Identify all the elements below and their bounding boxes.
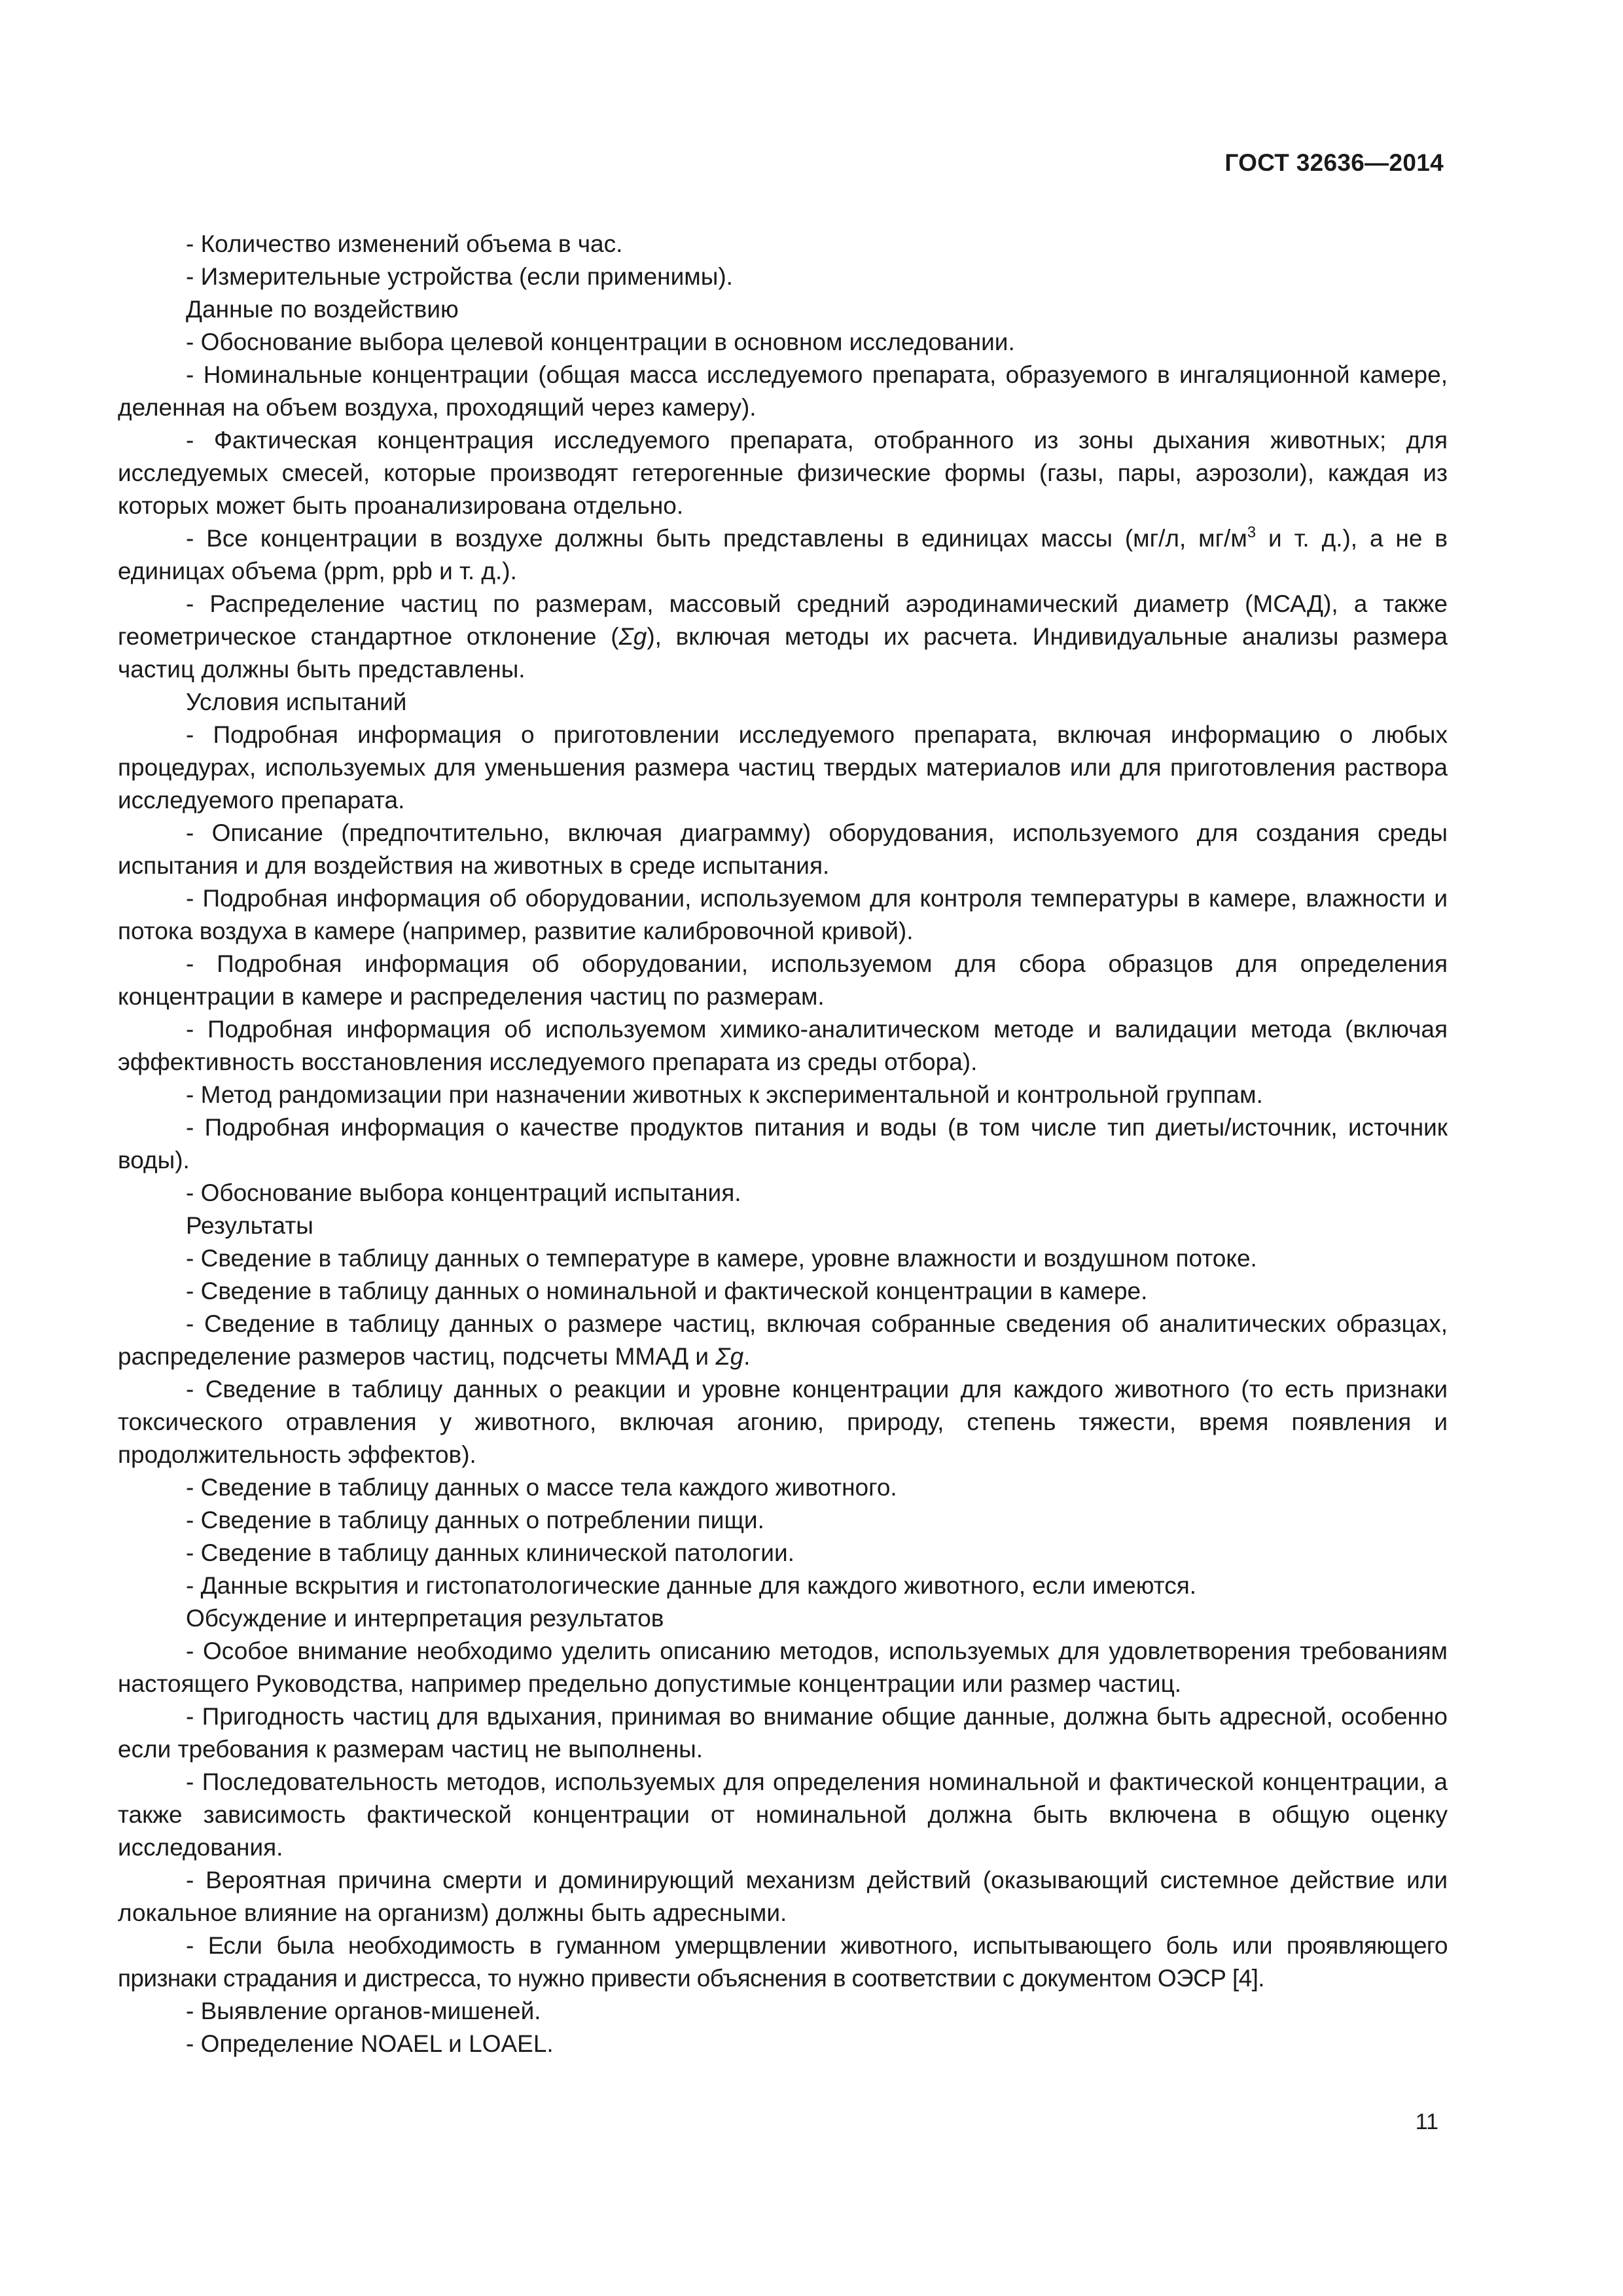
section-heading-exposure: Данные по воздействию [186,296,459,323]
text-fragment: ), включая методы их расчета. Индивидуальные анализы размера частиц должны быть представлены. [118,623,1448,683]
list-item: - Особое внимание необходимо уделить описанию методов, используемых для удовлетворения требованиям настоящего Руководства, например предельно допустимые концентрации или размер частиц. [118,1638,1448,1697]
list-item: - Выявление органов-мишеней. [186,1998,541,2024]
list-item: - Данные вскрытия и гистопатологические данные для каждого животного, если имеются. [186,1572,1197,1599]
list-item [118,588,1448,686]
list-item: - Вероятная причина смерти и доминирующий механизм действий (оказывающий системное действие или локальное влияние на организм) должны быть адресными. [118,1867,1448,1926]
text-fragment: . [743,1343,751,1370]
list-item: - Подробная информация об оборудовании, используемом для контроля температуры в камере, влажности и потока воздуха в камере (например, развитие калибровочной кривой). [118,885,1448,944]
sigma-g-symbol: Σg [618,623,647,650]
section-heading-discussion: Обсуждение и интерпретация результатов [186,1605,664,1632]
list-item: - Последовательность методов, используемых для определения номинальной и фактической концентрации, а также зависимость фактической концентрации от номинальной должна быть включена в общую оценку исследования. [118,1768,1448,1861]
list-item: - Сведение в таблицу данных о реакции и уровне концентрации для каждого животного (то есть признаки токсического отравления у животного, включая агонию, природу, степень тяжести, время появления и продолжительность эффектов). [118,1376,1448,1468]
list-item: - Сведение в таблицу данных о температуре в камере, уровне влажности и воздушном потоке. [186,1245,1257,1272]
sigma-g-symbol: Σg [715,1343,744,1370]
text-fragment: - Все концентрации в воздухе должны быть представлены в единицах массы (мг/л, мг/м [186,525,1247,552]
list-item: - Определение NOAEL и LOAEL. [186,2030,554,2057]
text-fragment: и т. д.), а не в единицах объема (ppm, ppb и т. д.). [118,525,1448,584]
list-item: - Сведение в таблицу данных о потреблении пищи. [186,1507,764,1534]
list-item: - Подробная информация о качестве продуктов питания и воды (в том числе тип диеты/источник, источник воды). [118,1114,1448,1174]
list-item: - Обоснование выбора целевой концентрации в основном исследовании. [186,329,1015,355]
page-number: 11 [1415,2109,1438,2134]
list-item: - Измерительные устройства (если применимы). [186,263,733,290]
list-item: - Сведение в таблицу данных клинической патологии. [186,1539,794,1566]
document-body [118,228,1448,2060]
list-item: - Сведение в таблицу данных о массе тела каждого животного. [186,1474,897,1501]
list-item: - Метод рандомизации при назначении животных к экспериментальной и контрольной группам. [186,1081,1263,1108]
text-fragment: - Сведение в таблицу данных о размере частиц, включая собранные сведения об аналитических образцах, распределение размеров частиц, подсчеты ММАД и [118,1310,1448,1370]
list-item: - Подробная информация об оборудовании, используемом для сбора образцов для определения концентрации в камере и распределения частиц по размерам. [118,950,1448,1010]
list-item: - Обоснование выбора концентраций испытания. [186,1179,741,1206]
list-item [118,522,1448,588]
list-item: - Фактическая концентрация исследуемого препарата, отобранного из зоны дыхания животных; для исследуемых смесей, которые производят гетерогенные физические формы (газы, пары, аэрозоли), каждая из которых может быть проанализирована отдельно. [118,427,1448,519]
section-heading-results: Результаты [186,1212,313,1239]
document-id-header: ГОСТ 32636—2014 [1224,149,1444,176]
list-item: - Если была необходимость в гуманном умерщвлении животного, испытывающего боль или проявляющего признаки страдания и дистресса, то нужно привести объяснения в соответствии с документом ОЭСР [4]. [118,1932,1448,1992]
list-item: - Подробная информация об используемом химико-аналитическом методе и валидации метода (включая эффективность восстановления исследуемого препарата из среды отбора). [118,1016,1448,1075]
list-item: - Номинальные концентрации (общая масса исследуемого препарата, образуемого в ингаляционной камере, деленная на объем воздуха, проходящий через камеру). [118,361,1448,421]
list-item: - Пригодность частиц для вдыхания, принимая во внимание общие данные, должна быть адресной, особенно если требования к размерам частиц не выполнены. [118,1703,1448,1763]
text-fragment: - Распределение частиц по размерам, массовый средний аэродинамический диаметр (МСАД), а также геометрическое стандартное отклонение ( [118,590,1448,650]
superscript: 3 [1247,524,1257,541]
section-heading-conditions: Условия испытаний [186,689,407,715]
list-item: - Количество изменений объема в час. [186,230,623,257]
list-item [118,1308,1448,1373]
list-item: - Сведение в таблицу данных о номинальной и фактической концентрации в камере. [186,1278,1148,1304]
list-item: - Описание (предпочтительно, включая диаграмму) оборудования, используемого для создания среды испытания и для воздействия на животных в среде испытания. [118,819,1448,879]
list-item: - Подробная информация о приготовлении исследуемого препарата, включая информацию о любых процедурах, используемых для уменьшения размера частиц твердых материалов или для приготовления раствора исследуемого препарата. [118,721,1448,814]
